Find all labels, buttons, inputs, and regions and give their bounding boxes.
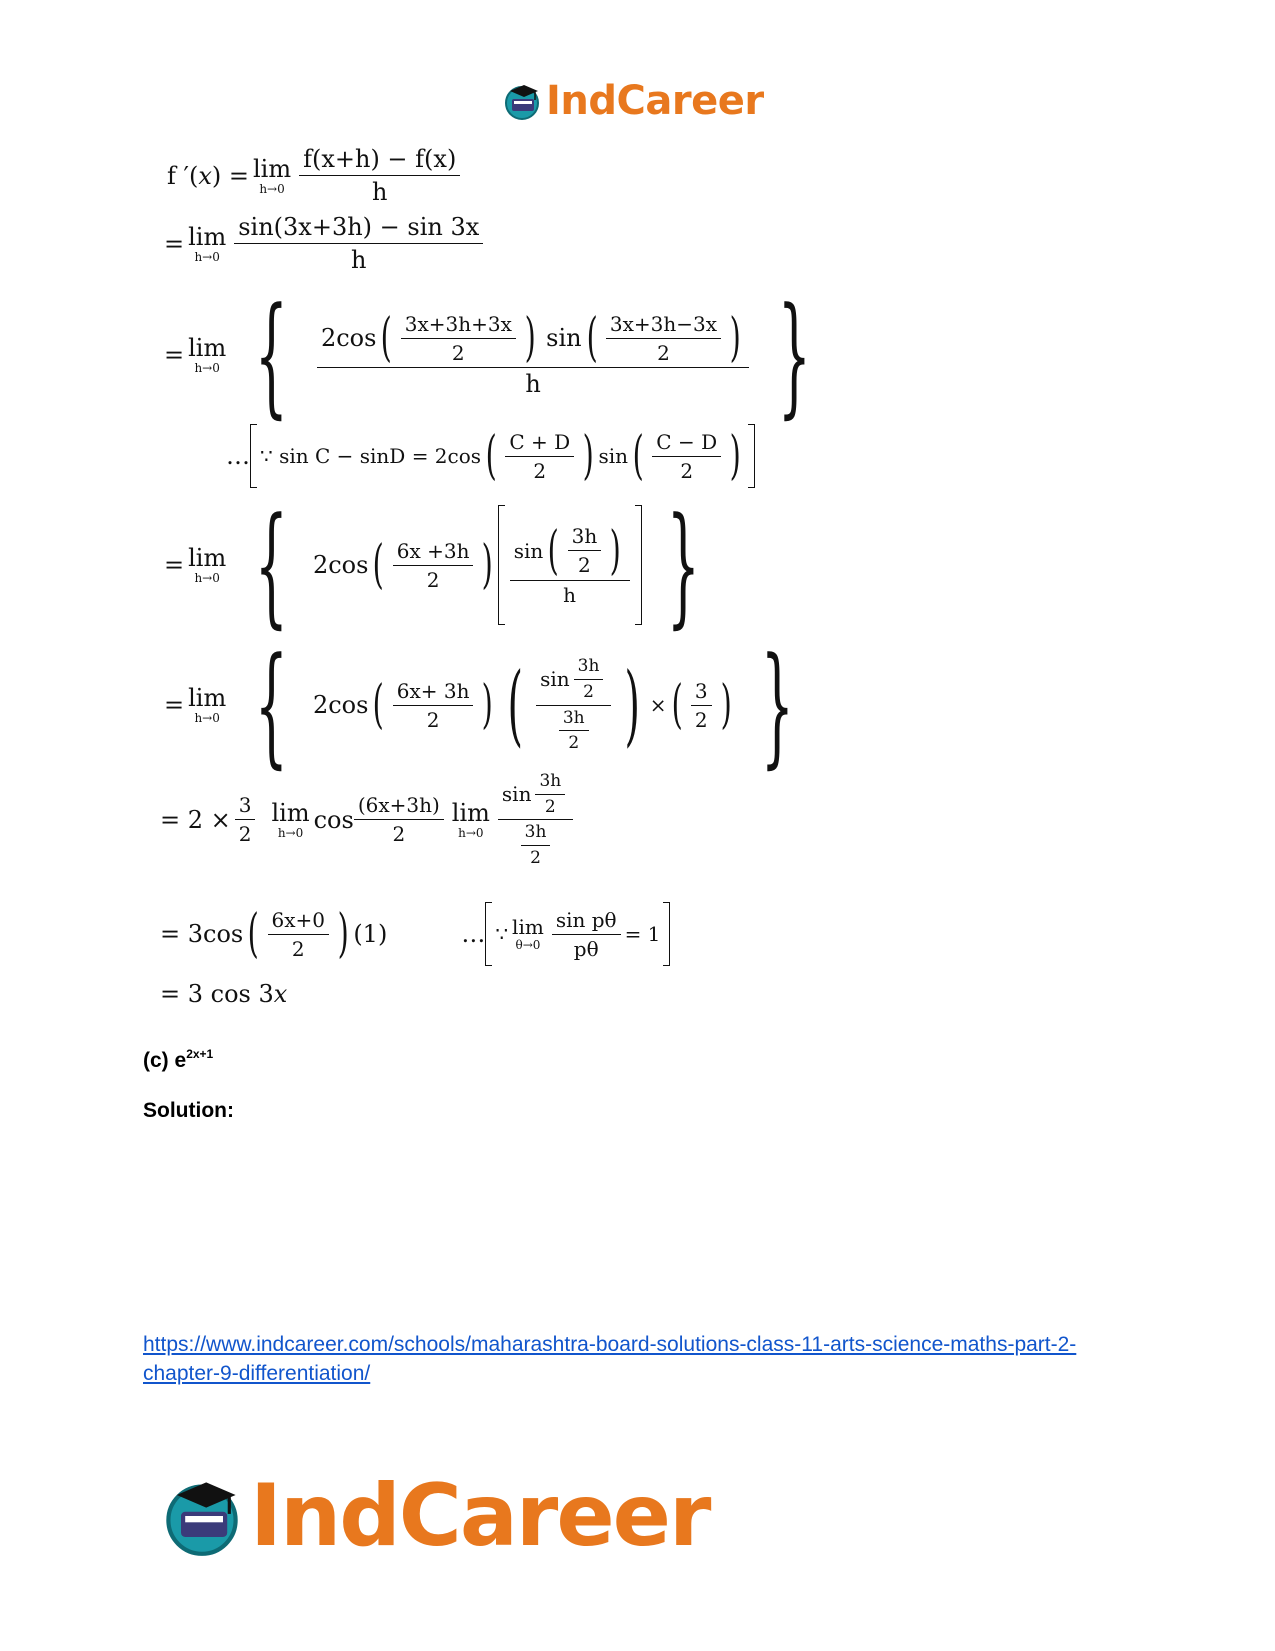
- fraction-numerator: 3h: [559, 709, 589, 732]
- left-bracket: [485, 902, 492, 966]
- lim-text: lim: [188, 544, 227, 572]
- paren: ): [720, 675, 732, 735]
- fraction-denominator: 2: [578, 553, 591, 577]
- footer-logo: [160, 1466, 709, 1566]
- cos-text: 2cos: [312, 551, 369, 579]
- question-label: (c) e: [143, 1049, 187, 1072]
- limit: [188, 336, 226, 374]
- fraction-numerator: 6x +3h: [393, 540, 474, 566]
- fraction-denominator: 2: [426, 567, 440, 592]
- cos-text: 2cos: [320, 324, 377, 353]
- fraction: [552, 909, 621, 960]
- line6-prefix: = 2 ×: [160, 805, 231, 834]
- fraction-denominator: h: [525, 370, 541, 399]
- fraction-numerator: sin pθ: [552, 909, 621, 935]
- limit: [188, 222, 227, 264]
- fraction: [535, 772, 565, 816]
- fraction-denominator: h: [563, 582, 577, 607]
- fraction-denominator: [551, 706, 597, 753]
- times-sign: ×: [649, 693, 667, 717]
- lim-text: lim: [451, 798, 490, 827]
- limit: [451, 798, 490, 840]
- fraction: [498, 772, 573, 868]
- paren: ): [482, 535, 494, 595]
- fraction-denominator: 2: [291, 936, 305, 961]
- fraction-numerator: [317, 308, 749, 369]
- right-bracket: [748, 424, 755, 488]
- derivation-line-4: [164, 489, 724, 641]
- derivation-line-7: [160, 902, 670, 966]
- fraction-numerator: 6x+ 3h: [393, 680, 474, 706]
- lim-sub: h→0: [277, 825, 304, 840]
- fraction-numerator: (6x+3h): [354, 794, 444, 820]
- fraction: [652, 431, 721, 482]
- paren: (: [671, 675, 683, 735]
- paren: (: [632, 426, 644, 486]
- fraction-denominator: 2: [530, 848, 541, 869]
- cos-text: cos: [313, 805, 354, 834]
- fraction-denominator: 2: [238, 822, 252, 847]
- right-bracket: [663, 902, 670, 966]
- paren: ): [609, 520, 621, 581]
- limit: [271, 798, 310, 840]
- fraction-denominator: 2: [544, 796, 556, 817]
- fraction-numerator: f(x+h) − f(x): [299, 146, 460, 176]
- paren: (: [380, 308, 393, 369]
- var-x: x: [273, 980, 288, 1008]
- identity-line: [226, 424, 755, 488]
- fraction: [235, 794, 256, 845]
- fraction-denominator: 2: [680, 458, 694, 483]
- sin-text: sin: [513, 538, 544, 563]
- brand-name: IndCareer: [250, 1466, 710, 1566]
- fraction-numerator: 3: [691, 680, 712, 706]
- left-brace: {: [255, 489, 289, 641]
- logo-globe-icon: [160, 1474, 244, 1558]
- lim-sub: θ→0: [515, 938, 541, 952]
- fraction-denominator: 2: [694, 707, 708, 732]
- ellipsis: …: [461, 920, 486, 948]
- fraction-numerator: 3: [235, 794, 256, 820]
- fraction-numerator: 3x+3h+3x: [401, 313, 516, 339]
- derivation-line-2: [164, 214, 487, 274]
- fraction: [574, 657, 604, 701]
- right-brace: }: [778, 279, 812, 431]
- fprime-label: f ′(: [167, 161, 199, 190]
- paren: ): [729, 426, 741, 486]
- fraction-denominator: 2: [657, 340, 670, 365]
- left-brace: {: [255, 629, 289, 781]
- paren: ): [482, 675, 494, 735]
- line7-prefix: = 3cos: [160, 920, 244, 948]
- paren: ): [582, 426, 594, 486]
- lim-sub: h→0: [194, 361, 220, 375]
- fraction: [568, 525, 602, 576]
- fraction: [606, 313, 721, 364]
- paren: ): [337, 904, 349, 964]
- fraction-denominator: h: [371, 178, 388, 207]
- fraction-numerator: 3h: [521, 823, 551, 846]
- question-exponent: 2x+1: [186, 1047, 214, 1061]
- fraction-numerator: [498, 772, 573, 820]
- fraction: [299, 146, 460, 206]
- fraction: [510, 520, 630, 607]
- solution-label: Solution:: [143, 1099, 234, 1122]
- limit: [252, 154, 292, 196]
- fraction-denominator: [513, 820, 559, 867]
- sin-text: sin: [501, 782, 532, 807]
- limit: [188, 686, 226, 724]
- limit: [512, 917, 544, 951]
- lim-text: lim: [188, 334, 227, 362]
- fraction-denominator: 2: [392, 822, 406, 847]
- equals-sign: =: [164, 341, 185, 369]
- fraction: [536, 657, 611, 753]
- paren: (: [586, 308, 598, 369]
- sin-text: sin: [540, 667, 570, 692]
- lim-sub: h→0: [194, 249, 220, 264]
- right-brace: }: [760, 629, 794, 781]
- right-brace: }: [666, 489, 700, 641]
- paren: ): [524, 308, 536, 369]
- fraction-numerator: 6x+0: [268, 909, 330, 935]
- derivation-line-5: [164, 629, 819, 781]
- fraction-denominator: 2: [568, 733, 580, 754]
- equals-sign: =: [164, 229, 185, 258]
- derivation-line-6: [160, 772, 577, 868]
- final-result: = 3 cos 3: [160, 980, 274, 1008]
- fraction-denominator: 2: [583, 681, 594, 702]
- left-brace: {: [255, 279, 289, 431]
- fraction: [268, 909, 330, 960]
- header-logo: [502, 78, 764, 124]
- paren: (: [485, 426, 497, 486]
- brand-name: IndCareer: [546, 78, 764, 124]
- derivation-line-1: [167, 146, 464, 206]
- fraction-numerator: C − D: [652, 431, 721, 457]
- sin-text: sin: [546, 324, 582, 353]
- fraction-numerator: 3h: [568, 525, 602, 551]
- left-bracket: [498, 505, 505, 625]
- lim-text: lim: [188, 222, 227, 251]
- paren: (: [372, 535, 385, 595]
- lim-text: lim: [512, 915, 544, 939]
- lim-sub: h→0: [458, 825, 484, 840]
- equals-one: = 1: [624, 922, 661, 946]
- question-c: [143, 1047, 213, 1073]
- fraction-denominator: 2: [426, 707, 440, 732]
- logo-globe-icon: [502, 81, 542, 121]
- paren: (: [507, 653, 523, 756]
- equals-sign: =: [164, 551, 185, 579]
- fraction: [691, 680, 712, 731]
- fraction-denominator: 2: [533, 458, 547, 483]
- fraction-denominator: pθ: [573, 936, 599, 961]
- fraction-numerator: 3h: [574, 657, 604, 680]
- paren: (: [372, 675, 385, 735]
- sin-text: sin: [598, 444, 628, 468]
- fraction: [521, 823, 551, 867]
- paren: ): [729, 308, 741, 369]
- one-value: (1): [353, 920, 388, 948]
- paren: (: [547, 520, 560, 581]
- fraction: [354, 794, 444, 845]
- right-bracket: [635, 505, 642, 625]
- derivation-line-8: [160, 980, 287, 1008]
- cos-text: 2cos: [312, 691, 369, 719]
- fraction-numerator: 3h: [535, 772, 565, 795]
- fraction-numerator: 3x+3h−3x: [606, 313, 721, 339]
- fraction: [393, 680, 474, 731]
- lim-text: lim: [252, 154, 292, 183]
- fraction: [317, 308, 749, 399]
- equals-sign: =: [164, 691, 185, 719]
- because-sign: ∵: [495, 922, 509, 946]
- equals-sign: ) =: [211, 161, 249, 190]
- lim-sub: h→0: [194, 711, 220, 725]
- left-bracket: [250, 424, 257, 488]
- fraction-denominator: 2: [451, 340, 465, 365]
- fraction-numerator: C + D: [505, 431, 574, 457]
- limit: [188, 546, 226, 584]
- fraction: [393, 540, 474, 591]
- fraction-numerator: [536, 657, 611, 705]
- fraction: [505, 431, 574, 482]
- fraction: [401, 313, 516, 364]
- source-link[interactable]: https://www.indcareer.com/schools/maharashtra-board-solutions-class-11-arts-science-maths-part-2-chapter-9-differentiation/: [143, 1333, 1077, 1385]
- paren: (: [247, 904, 259, 964]
- lim-sub: h→0: [194, 571, 220, 585]
- ellipsis: …: [226, 442, 250, 470]
- var-x: x: [198, 161, 212, 190]
- fraction-numerator: sin(3x+3h) − sin 3x: [234, 214, 483, 244]
- fraction-denominator: h: [351, 246, 367, 275]
- identity-lhs: ∵ sin C − sinD = 2cos: [260, 444, 482, 468]
- lim-sub: h→0: [259, 181, 285, 196]
- derivation-line-3: [164, 279, 836, 431]
- fraction-numerator: [510, 520, 630, 581]
- fraction: [559, 709, 589, 753]
- paren: ): [624, 653, 641, 756]
- lim-text: lim: [188, 684, 227, 712]
- fraction: [234, 214, 483, 274]
- lim-text: lim: [271, 798, 310, 827]
